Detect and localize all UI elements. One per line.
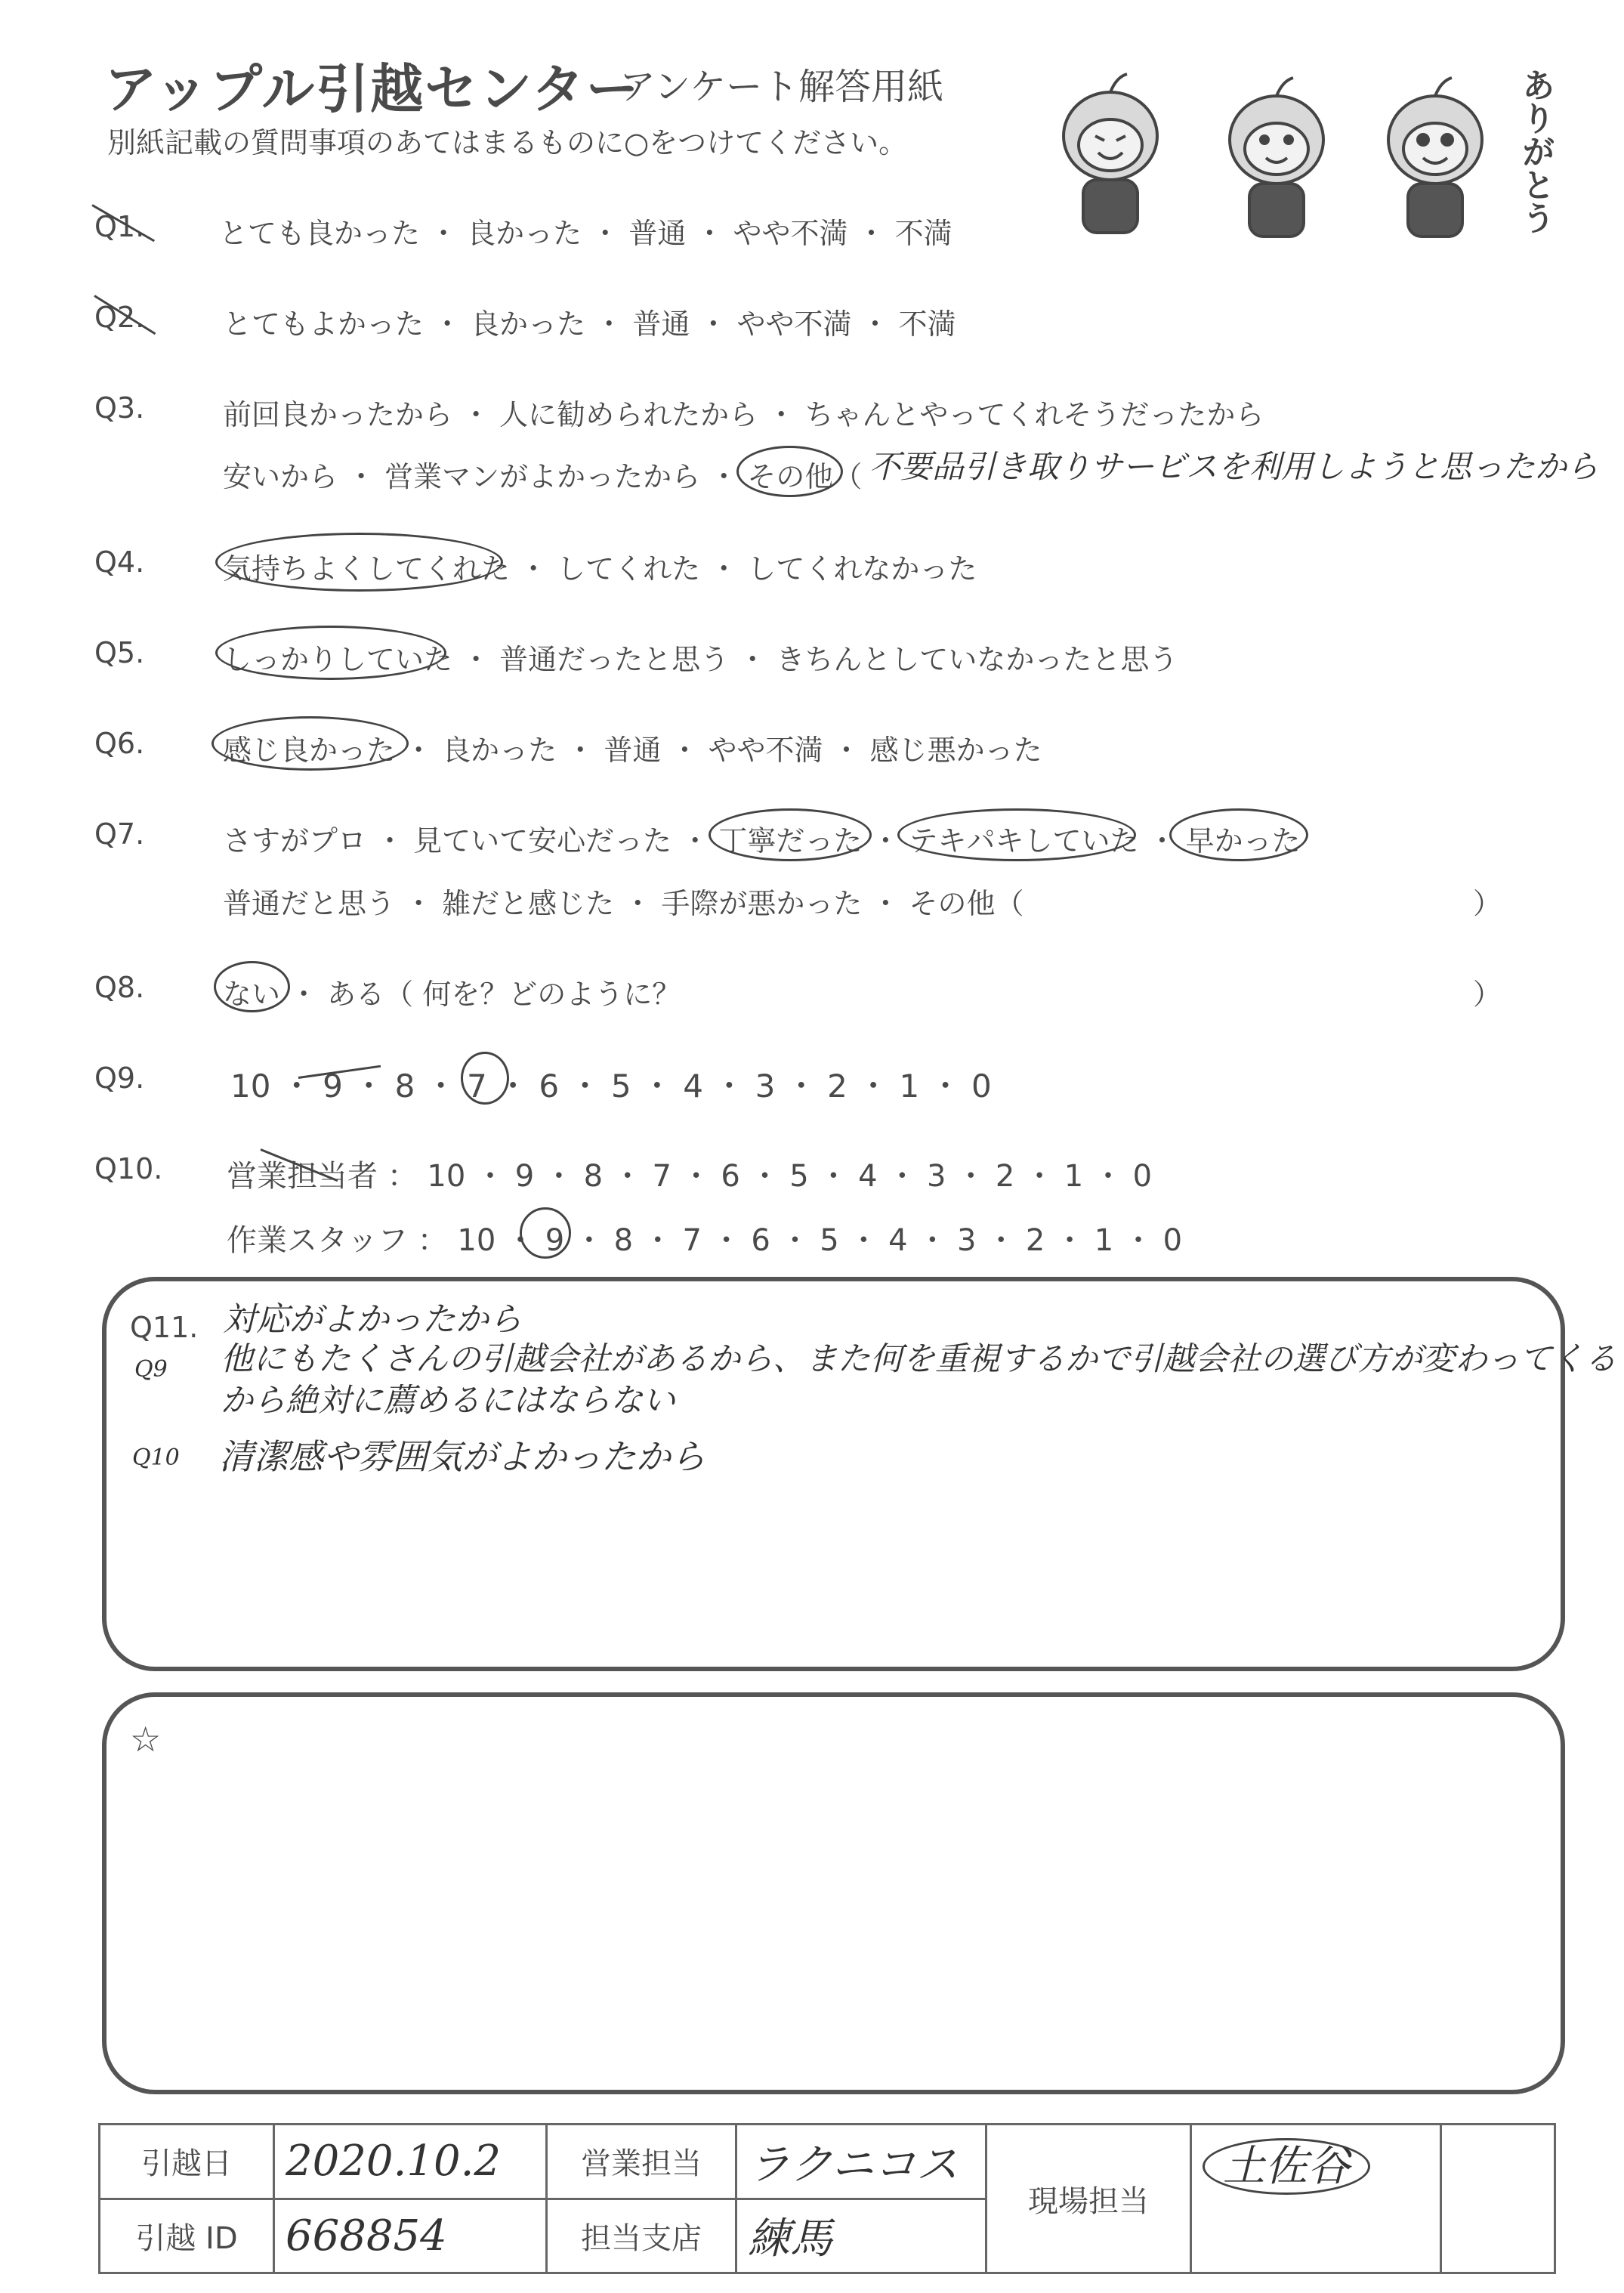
q11-handwriting-line3: から絶対に薦めるにはならない	[221, 1382, 675, 1420]
q10-answer-circle	[520, 1207, 571, 1259]
q9-label: Q9.	[94, 1062, 145, 1095]
q7-label: Q7.	[94, 817, 145, 851]
q7-answer-circle-3	[1169, 808, 1308, 861]
sales-staff-label: 営業担当	[547, 2125, 736, 2199]
monkey-mascots-illustration	[1027, 53, 1556, 257]
q4-options: 気持ちよくしてくれた ・ してくれた ・ してくれなかった	[223, 552, 977, 586]
q11-q10-label: Q10	[132, 1445, 180, 1471]
move-date-text: 2020.10.2	[286, 2137, 502, 2186]
q11-handwriting-line4: 清潔感や雰囲気がよかったから	[219, 1436, 705, 1477]
sales-staff-text: ラクニコス	[748, 2140, 959, 2189]
q7-options-line2: 普通だと思う ・ 雑だと感じた ・ 手際が悪かった ・ その他（	[223, 887, 1024, 920]
branch-value	[736, 2199, 986, 2273]
q6-answer-circle	[211, 716, 409, 771]
q8-label: Q8.	[94, 971, 145, 1004]
move-info-table	[98, 2123, 1556, 2274]
q11-handwriting-line2: 他にもたくさんの引越会社があるから、また何を重視するかで引越会社の選び方が変わってくる	[221, 1340, 1617, 1378]
q3-answer-circle	[736, 446, 843, 497]
star-comment-box	[102, 1692, 1565, 2094]
q1-label: Q1.	[94, 210, 145, 243]
q7-options-line1: さすがプロ ・ 見ていて安心だった ・ 丁寧だった ・ テキパキしていた ・ 早かった	[223, 824, 1301, 858]
blank-cell	[1441, 2125, 1555, 2273]
branch-text: 練馬	[748, 2214, 832, 2264]
instruction-text: 別紙記載の質問事項のあてはまるものに○をつけてください。	[107, 126, 908, 159]
q11-q9-label: Q9	[134, 1356, 168, 1383]
q2-label: Q2.	[94, 301, 145, 334]
q8-close-paren: ）	[1473, 978, 1502, 1011]
move-id-text: 668854	[286, 2211, 447, 2261]
form-title: アップル引越センター	[104, 58, 641, 120]
sales-staff-value	[736, 2125, 986, 2199]
q7-answer-circle-2	[897, 808, 1136, 861]
q5-label: Q5.	[94, 636, 145, 669]
move-date-label: 引越日	[100, 2125, 274, 2199]
q11-handwriting-line1: 対応がよかったから	[223, 1300, 522, 1339]
q10-staff-scale: 作業スタッフ ： 10 ・ 9 ・ 8 ・ 7 ・ 6 ・ 5 ・ 4 ・ 3 ・ 2 ・ 1 ・ 0	[227, 1223, 1183, 1258]
q4-answer-circle	[215, 533, 503, 592]
q11-label: Q11.	[130, 1311, 199, 1344]
q3-options-line2: 安いから ・ 営業マンがよかったから ・ その他（	[223, 460, 863, 493]
star-icon: ☆	[130, 1719, 162, 1760]
q4-label: Q4.	[94, 545, 145, 579]
q5-answer-circle	[215, 626, 446, 680]
move-id-label: 引越 ID	[100, 2199, 274, 2273]
q7-close-paren: ）	[1473, 887, 1502, 920]
q8-options: ない ・ ある（ 何を？どのように？	[223, 978, 681, 1011]
site-staff-label: 現場担当	[986, 2125, 1191, 2273]
thanks-text: ありがとう	[1516, 68, 1555, 234]
move-date-value	[274, 2125, 547, 2199]
q1-options: とても良かった ・ 良かった ・ 普通 ・ やや不満 ・ 不満	[219, 217, 952, 250]
q2-options: とてもよかった ・ 良かった ・ 普通 ・ やや不満 ・ 不満	[223, 307, 956, 341]
q3-options-line1: 前回良かったから ・ 人に勧められたから ・ ちゃんとやってくれそうだったから	[223, 398, 1264, 431]
q6-options: 感じ良かった ・ 良かった ・ 普通 ・ やや不満 ・ 感じ悪かった	[223, 734, 1042, 767]
site-staff-value	[1191, 2125, 1441, 2273]
form-subtitle: アンケート解答用紙	[619, 66, 944, 108]
move-id-value	[274, 2199, 547, 2273]
branch-label: 担当支店	[547, 2199, 736, 2273]
q10-sales-scale: 営業担当者 ： 10 ・ 9 ・ 8 ・ 7 ・ 6 ・ 5 ・ 4 ・ 3 ・ 2 ・ 1 ・ 0	[227, 1159, 1153, 1194]
q8-answer-circle	[214, 961, 290, 1012]
q3-label: Q3.	[94, 391, 145, 425]
q9-answer-circle	[461, 1052, 509, 1105]
site-staff-text: 土佐谷	[1203, 2138, 1370, 2195]
q10-label: Q10.	[94, 1152, 163, 1185]
q3-other-handwriting: 不要品引き取りサービスを利用しようと思ったから	[869, 448, 1599, 485]
q6-label: Q6.	[94, 727, 145, 760]
q5-options: しっかりしていた ・ 普通だったと思う ・ きちんとしていなかったと思う	[223, 643, 1178, 676]
q7-answer-circle-1	[709, 808, 872, 861]
q9-scale: 10 ・ 9 ・ 8 ・ 7 ・ 6 ・ 5 ・ 4 ・ 3 ・ 2 ・ 1 ・ 0	[230, 1068, 992, 1105]
